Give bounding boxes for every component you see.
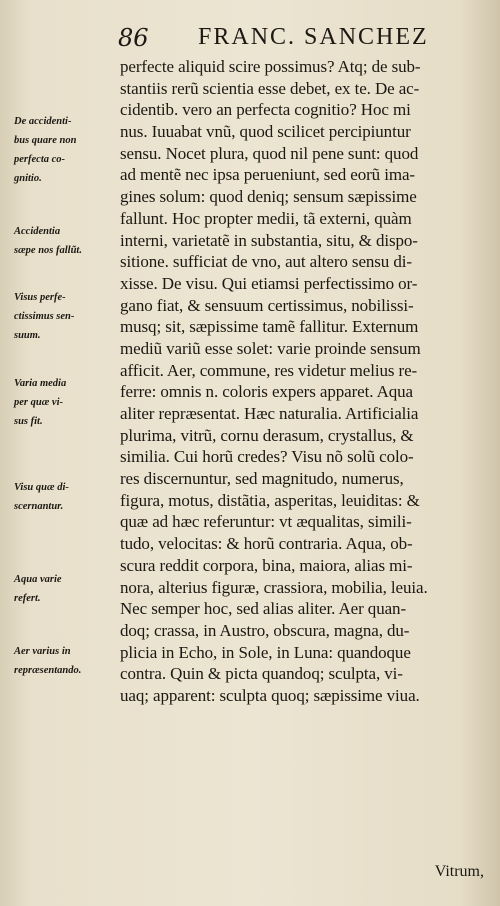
text-line: sitione. sufficiat de vno, aut altero sensu di-	[120, 252, 412, 272]
text-line: figura, motus, distãtia, asperitas, leuiditas: &	[120, 490, 420, 510]
text-line: res discernuntur, sed magnitudo, numerus,	[120, 469, 404, 489]
text-line: similia. Cui horũ credes? Visu nõ solũ colo-	[120, 447, 414, 467]
margin-note: Visus perfe- ctissimus sen- suum.	[14, 292, 75, 341]
text-line: afficit. Aer, commune, res videtur melius re-	[120, 360, 418, 380]
text-line: aliter repræsentat. Hæc naturalia. Artificialia	[120, 404, 419, 423]
margin-note: Varia media per quæ vi- sus fit.	[14, 378, 67, 427]
text-line: Nec semper hoc, sed alias aliter. Aer quan-	[120, 599, 407, 619]
text-line: scura reddit corpora, bina, maiora, alias mi-	[120, 555, 413, 575]
margin-note: Visu quæ di- scernantur.	[14, 482, 69, 512]
margin-note: Accidentia sæpe nos fallũt.	[14, 226, 82, 256]
text-line: contra. Quin & picta quandoq; sculpta, vi-	[120, 664, 403, 684]
text-line: doq; crassa, in Austro, obscura, magna, du-	[120, 620, 410, 640]
body-text	[120, 56, 492, 707]
text-line: perfecte aliquid scire possimus? Atq; de sub-	[120, 57, 421, 76]
text-line: stantiis rerũ scientia esse debet, ex te. De ac-	[120, 78, 420, 98]
text-line: plicia in Echo, in Sole, in Luna: quandoque	[120, 642, 411, 662]
text-line: interni, varietatẽ in substantia, situ, & dispo-	[120, 230, 418, 250]
text-line: ferre: omnis n. coloris expers apparet. Aqua	[120, 382, 414, 402]
text-line: plurima, vitrũ, cornu derasum, crystallus, &	[120, 425, 414, 445]
text-line: mediũ variũ esse solet: varie proinde sensum	[120, 338, 421, 358]
margin-note: Aqua varie refert.	[14, 574, 62, 604]
text-line: gines solum: quod deniq; sensum sæpissime	[120, 187, 417, 207]
page-header	[118, 22, 488, 52]
text-line: quæ ad hæc referuntur: vt æqualitas, simili-	[120, 512, 412, 532]
page-number: 86	[118, 24, 149, 52]
text-line: ad mentẽ nec ipsa perueniunt, sed eorũ ima-	[120, 165, 415, 185]
margin-note: Aer varius in repræsentando.	[14, 646, 82, 676]
text-line: nora, alterius figuræ, crassiora, mobilia, leuia.	[120, 577, 428, 597]
text-line: nus. Iuuabat vnũ, quod scilicet percipiuntur	[120, 122, 411, 142]
text-line: xisse. De visu. Qui etiamsi perfectissimo or-	[120, 273, 418, 293]
catchword: Vitrum,	[434, 863, 484, 880]
text-line: fallunt. Hoc propter medii, tã externi, quàm	[120, 208, 412, 228]
running-head: FRANC. SANCHEZ	[198, 24, 429, 50]
text-line: tudo, velocitas: & horũ contraria. Aqua, ob-	[120, 534, 413, 554]
text-line: cidentib. vero an perfecta cognitio? Hoc mi	[120, 100, 411, 120]
text-line: sensu. Nocet plura, quod nil pene sunt: quod	[120, 143, 419, 163]
margin-note: De accidenti- bus quare non perfecta co- gnitio.	[14, 116, 77, 184]
text-line: musq; sit, sæpissime tamẽ fallitur. Externum	[120, 317, 419, 337]
text-line: uaq; apparent: sculpta quoq; sæpissime viua.	[120, 685, 420, 705]
text-line: gano fiat, & sensuum certissimus, nobilissi-	[120, 295, 414, 315]
